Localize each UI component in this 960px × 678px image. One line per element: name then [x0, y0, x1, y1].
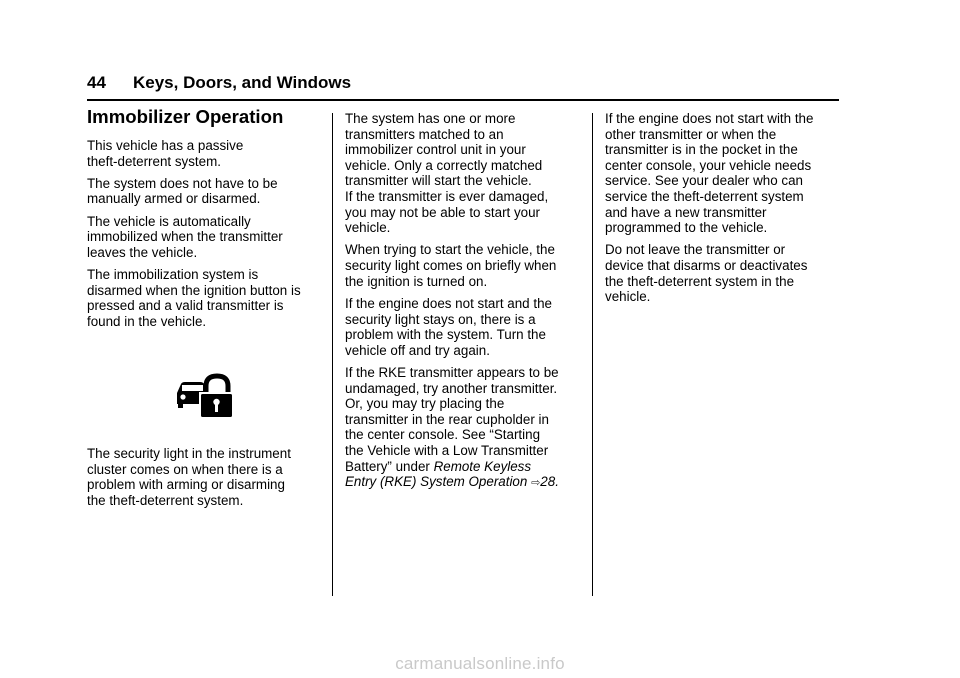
column-divider-2 — [592, 113, 593, 596]
paragraph: This vehicle has a passive theft-deterrent system. — [87, 138, 244, 169]
section-title: Immobilizer Operation — [87, 106, 284, 127]
paragraph: The system does not have to be manually armed or disarmed. — [87, 175, 278, 207]
paragraph: The system has one or more transmitters matched to an immobilizer control unit in your vehicle. Only a correctly matched transmitter will start the vehicle. If the transmitter is ever damaged, you may not be able to start your vehicle. — [345, 111, 549, 236]
paragraph: The immobilization system is disarmed when the ignition button is pressed and a valid transmitter is found in the vehicle. — [87, 267, 301, 329]
watermark: carmanualsonline.info — [395, 654, 565, 673]
paragraph: If the engine does not start with the other transmitter or when the transmitter is in the pocket in the center console, your vehicle needs service. See your dealer who can service the theft-deterrent system and have a new transmitter programmed to the vehicle. — [605, 111, 814, 236]
page-number: 44 — [87, 73, 106, 92]
page-reference[interactable]: 28 — [540, 474, 556, 490]
header-rule — [87, 99, 839, 101]
paragraph: If the engine does not start and the security light stays on, there is a problem with the system. Turn the vehicle off and try again. — [345, 295, 552, 358]
paragraph: Do not leave the transmitter or device that disarms or deactivates the theft-deterrent system in the vehicle. — [605, 242, 808, 305]
manual-reference-link[interactable]: Entry (RKE) System Operation — [345, 474, 528, 490]
column-divider-1 — [332, 113, 333, 596]
chapter-title: Keys, Doors, and Windows — [133, 73, 352, 92]
column-2 — [345, 111, 581, 498]
column-3 — [605, 111, 841, 312]
page-header — [87, 73, 839, 99]
paragraph: When trying to start the vehicle, the security light comes on briefly when the ignition is turned on. — [345, 242, 557, 289]
paragraph: The security light in the instrument cluster comes on when there is a problem with arming or disarming the theft-deterrent system. — [87, 446, 291, 508]
page-ref-arrow-icon: ⇨ — [531, 477, 541, 490]
paragraph: The vehicle is automatically immobilized when the transmitter leaves the vehicle. — [87, 213, 283, 260]
column-1-lower — [87, 446, 323, 515]
paragraph: If the RKE transmitter appears to be undamaged, try another transmitter. Or, you may try placing the transmitter in the rear cupholder in the center console. See “Starting the Vehicle with a Low Transmitter Battery” under Remote Keyless Entry (RKE) System Operation ⇨28. — [345, 364, 559, 490]
column-1 — [87, 106, 323, 336]
security-light-icon — [173, 372, 233, 418]
manual-reference-link[interactable]: Remote Keyless — [433, 458, 532, 474]
